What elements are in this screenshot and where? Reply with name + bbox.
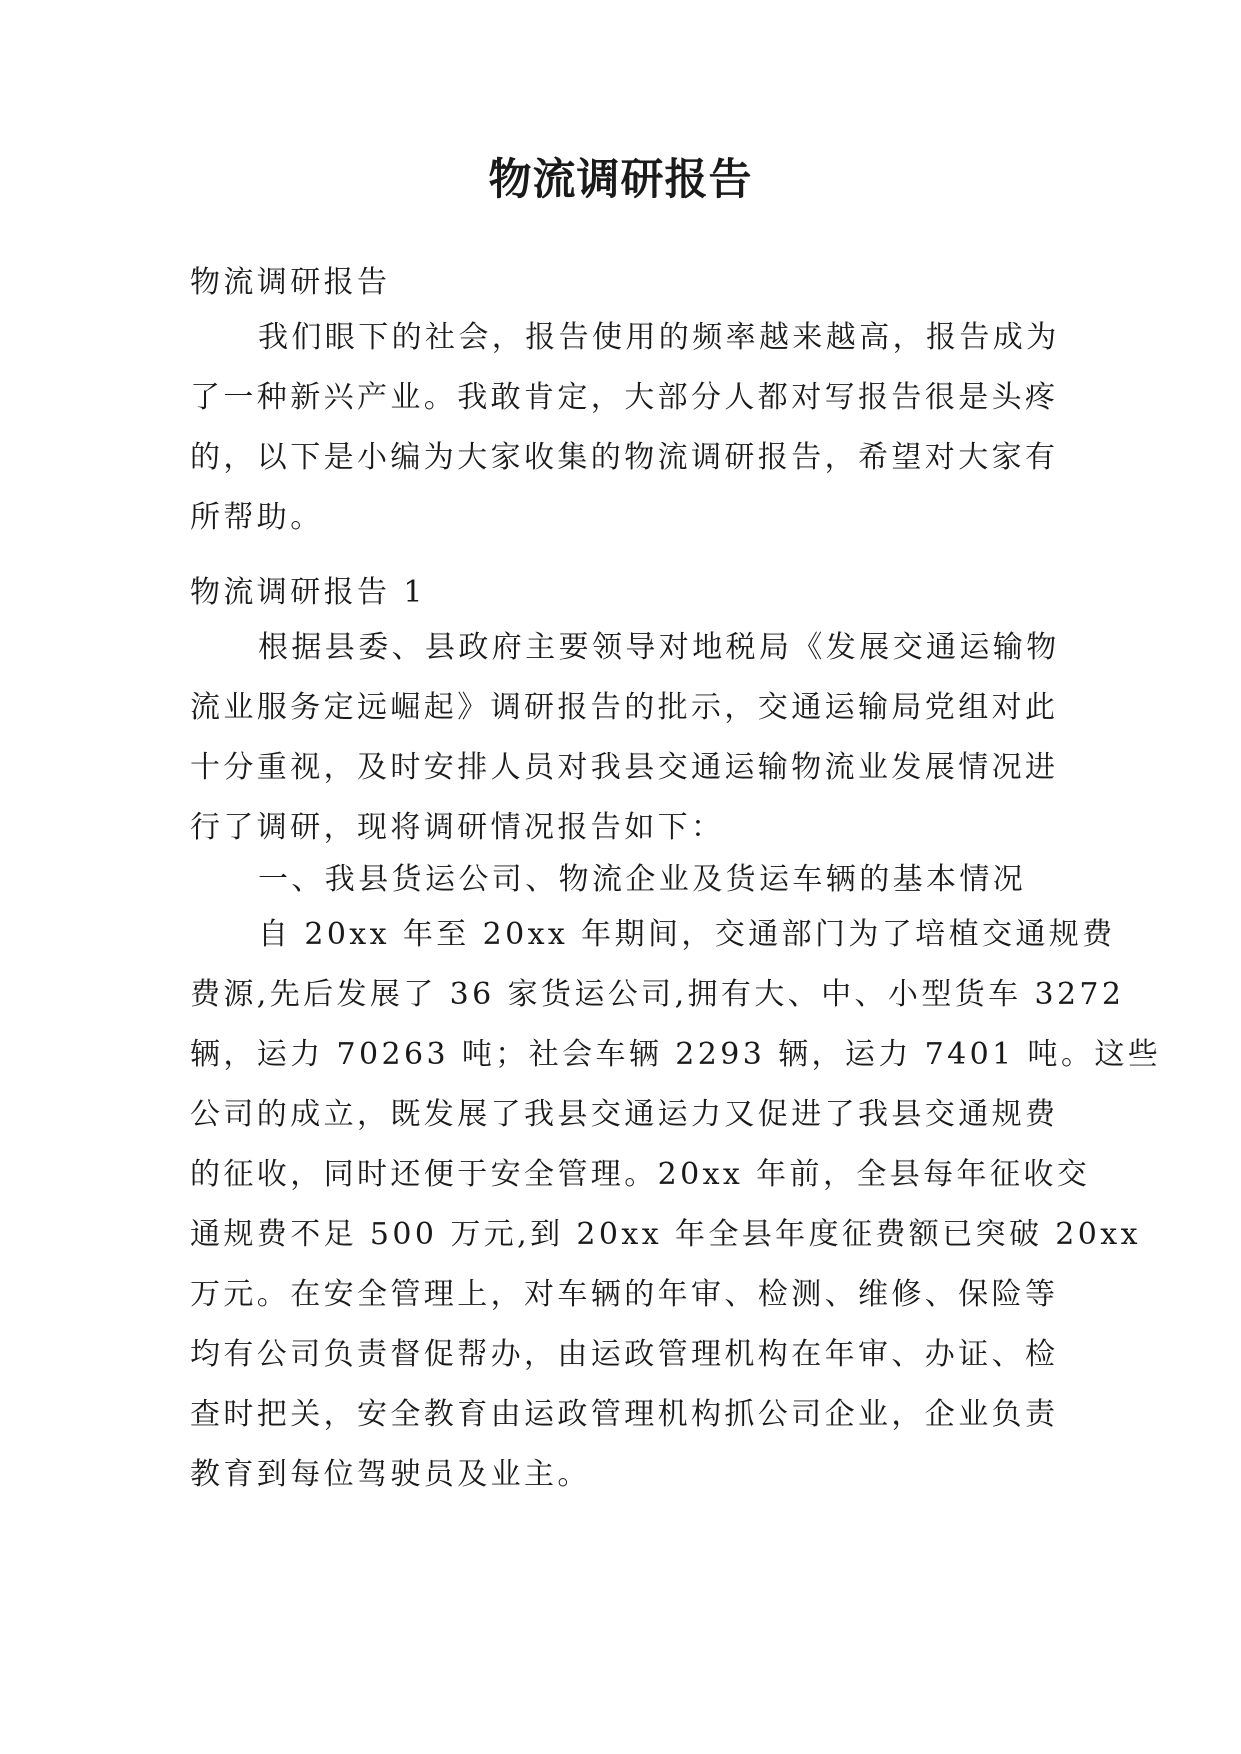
text-line: 了一种新兴产业。我敢肯定，大部分人都对写报告很是头疼 <box>190 380 1059 415</box>
document-title: 物流调研报告 <box>488 155 753 205</box>
text-line: 自 20xx 年至 20xx 年期间，交通部门为了培植交通规费 <box>258 917 1116 952</box>
text-line: 查时把关，安全教育由运政管理机构抓公司企业，企业负责 <box>190 1397 1059 1432</box>
subtitle <box>190 253 1050 313</box>
text-line: 物流调研报告 1 <box>190 575 426 610</box>
text-line: 所帮助。 <box>190 500 324 535</box>
subsection-heading <box>190 850 1050 910</box>
text-line: 通规费不足 500 万元,到 20xx 年全县年度征费额已突破 20xx <box>190 1217 1141 1252</box>
intro-paragraph <box>190 308 1060 548</box>
text-line: 十分重视，及时安排人员对我县交通运输物流业发展情况进 <box>190 750 1059 785</box>
text-line: 物流调研报告 <box>190 265 391 300</box>
text-line: 辆，运力 70263 吨；社会车辆 2293 辆，运力 7401 吨。这些 <box>190 1037 1162 1072</box>
text-line: 我们眼下的社会，报告使用的频率越来越高，报告成为 <box>258 320 1060 355</box>
text-line: 公司的成立，既发展了我县交通运力又促进了我县交通规费 <box>190 1097 1059 1132</box>
text-line: 根据县委、县政府主要领导对地税局《发展交通运输物 <box>258 630 1060 665</box>
text-line: 流业服务定远崛起》调研报告的批示，交通运输局党组对此 <box>190 690 1059 725</box>
text-line: 万元。在安全管理上，对车辆的年审、检测、维修、保险等 <box>190 1277 1059 1312</box>
section-paragraph <box>190 618 1060 858</box>
text-line: 均有公司负责督促帮办，由运政管理机构在年审、办证、检 <box>190 1337 1059 1372</box>
section-paragraph <box>190 905 1162 1505</box>
text-line: 费源,先后发展了 36 家货运公司,拥有大、中、小型货车 3272 <box>190 977 1125 1012</box>
section-heading <box>190 563 1050 623</box>
text-line: 行了调研，现将调研情况报告如下： <box>190 810 725 845</box>
text-line: 一、我县货运公司、物流企业及货运车辆的基本情况 <box>258 862 1027 897</box>
text-line: 的，以下是小编为大家收集的物流调研报告，希望对大家有 <box>190 440 1059 475</box>
text-line: 教育到每位驾驶员及业主。 <box>190 1457 591 1492</box>
text-line: 的征收，同时还便于安全管理。20xx 年前，全县每年征收交 <box>190 1157 1091 1192</box>
